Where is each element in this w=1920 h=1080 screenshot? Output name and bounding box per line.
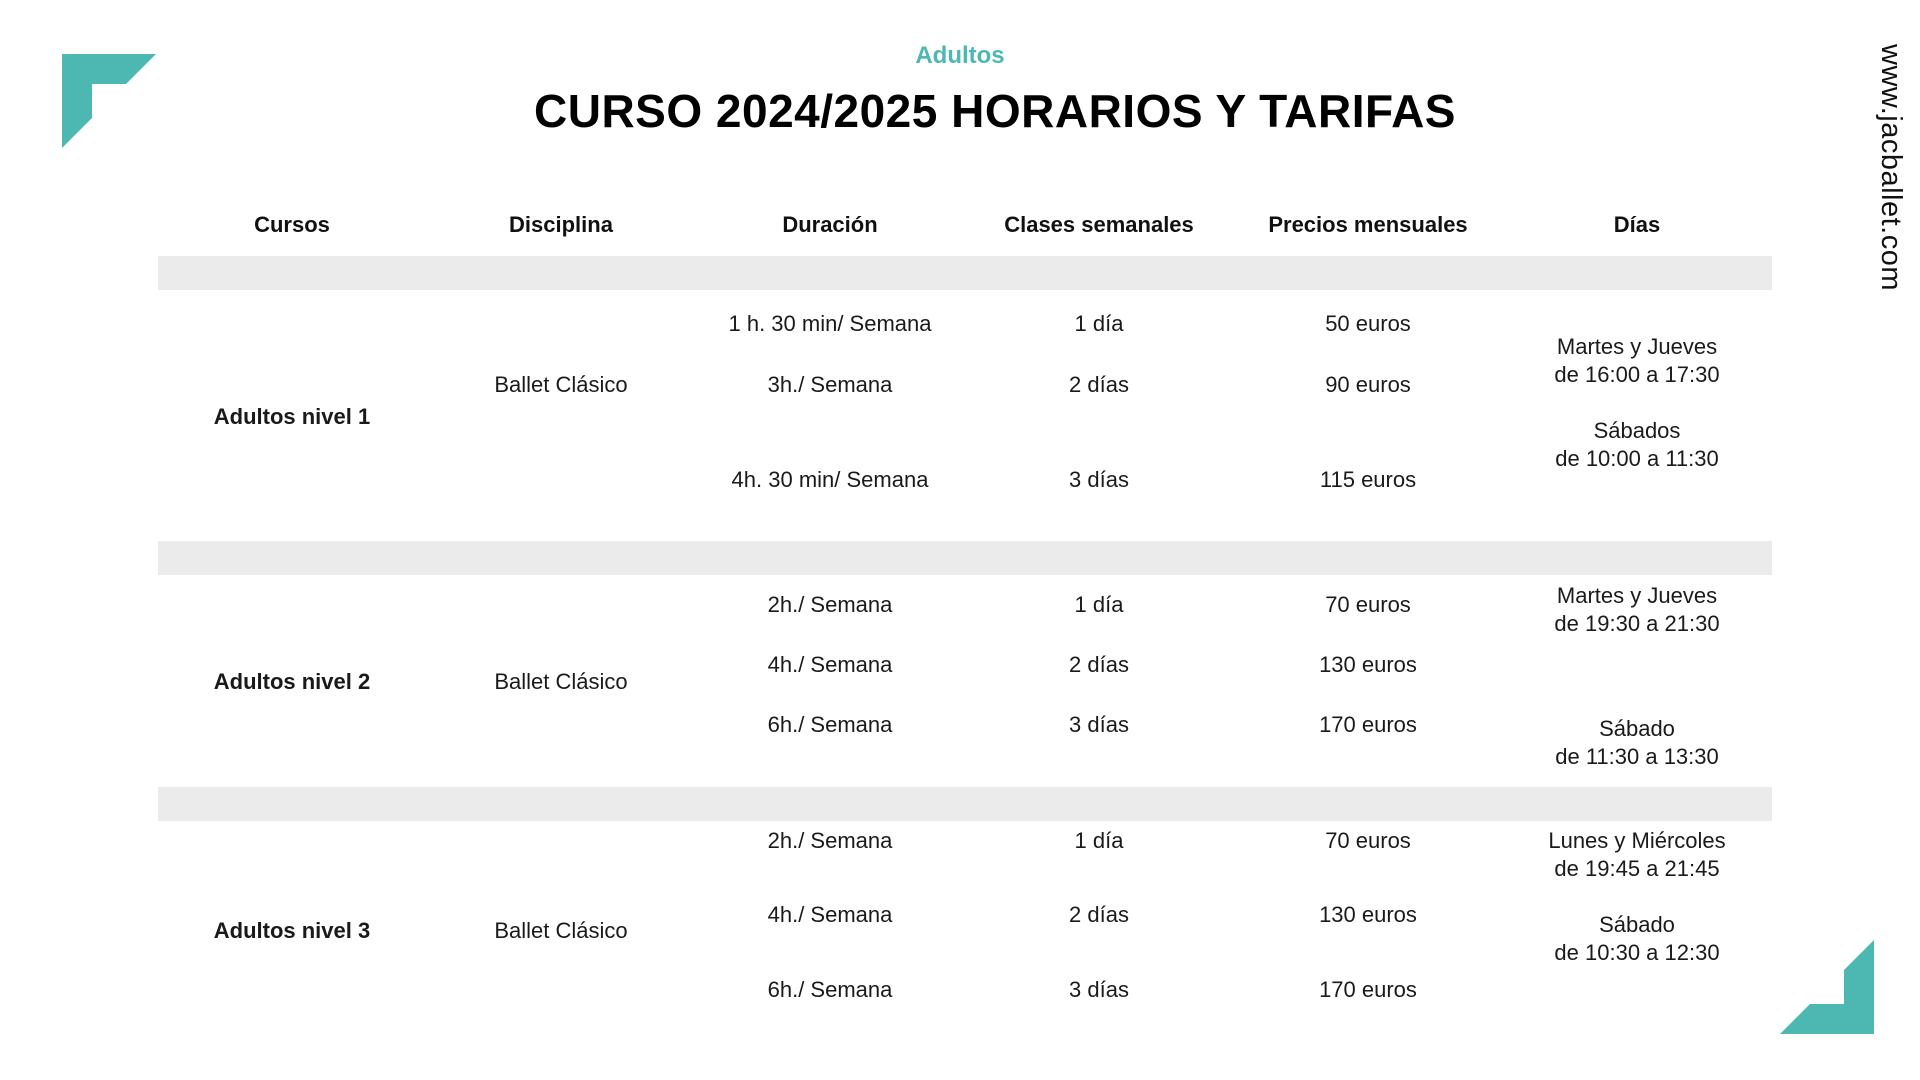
weekly-classes: 1 día xyxy=(1074,311,1124,336)
weekly-classes: 3 días xyxy=(1069,467,1129,492)
course-group-nivel-1 xyxy=(158,290,1772,540)
monthly-price: 90 euros xyxy=(1325,372,1411,397)
schedule-hours: de 19:45 a 21:45 xyxy=(1554,856,1720,881)
weekly-classes: 2 días xyxy=(1069,902,1129,927)
schedule-hours: de 19:30 a 21:30 xyxy=(1554,611,1720,636)
schedule-days: Sábado xyxy=(1599,716,1675,741)
schedule-hours: de 10:00 a 11:30 xyxy=(1555,446,1719,471)
monthly-price: 130 euros xyxy=(1319,652,1417,677)
monthly-price: 170 euros xyxy=(1319,712,1417,737)
schedule-hours: de 16:00 a 17:30 xyxy=(1554,362,1720,387)
column-header-disciplina: Disciplina xyxy=(509,212,613,237)
schedule-days: Martes y Jueves xyxy=(1556,583,1718,608)
column-header-dias: Días xyxy=(1613,212,1661,237)
column-header-clases-semanales: Clases semanales xyxy=(1004,212,1194,237)
duration: 6h./ Semana xyxy=(767,977,893,1002)
duration: 4h./ Semana xyxy=(767,652,893,677)
discipline: Ballet Clásico xyxy=(494,372,628,397)
weekly-classes: 2 días xyxy=(1069,652,1129,677)
course-group-nivel-3 xyxy=(158,821,1772,1021)
page-subtitle: Adultos xyxy=(915,42,1005,69)
page-title: CURSO 2024/2025 HORARIOS Y TARIFAS xyxy=(534,85,1456,137)
separator-band xyxy=(158,787,1772,821)
monthly-price: 70 euros xyxy=(1325,592,1411,617)
weekly-classes: 3 días xyxy=(1069,977,1129,1002)
schedule-days: Sábados xyxy=(1593,418,1681,443)
duration: 1 h. 30 min/ Semana xyxy=(728,311,932,336)
website-url: www.jacballet.com xyxy=(1875,44,1907,292)
schedule-days: Lunes y Miércoles xyxy=(1548,828,1726,853)
course-name: Adultos nivel 1 xyxy=(213,404,371,429)
monthly-price: 170 euros xyxy=(1319,977,1417,1002)
discipline: Ballet Clásico xyxy=(494,918,628,943)
course-name: Adultos nivel 3 xyxy=(213,918,371,943)
monthly-price: 115 euros xyxy=(1319,467,1417,492)
separator-band xyxy=(158,541,1772,575)
separator-band xyxy=(158,256,1772,290)
schedule-hours: de 11:30 a 13:30 xyxy=(1555,744,1719,769)
schedule-days: Sábado xyxy=(1599,912,1675,937)
table-header-row xyxy=(158,212,1772,248)
corner-decoration-bottom-right xyxy=(1780,940,1874,1034)
schedule-hours: de 10:30 a 12:30 xyxy=(1554,940,1720,965)
weekly-classes: 2 días xyxy=(1069,372,1129,397)
discipline: Ballet Clásico xyxy=(494,669,628,694)
weekly-classes: 1 día xyxy=(1074,828,1124,853)
duration: 3h./ Semana xyxy=(767,372,893,397)
schedule-days: Martes y Jueves xyxy=(1556,334,1718,359)
column-header-cursos: Cursos xyxy=(254,212,330,237)
duration: 2h./ Semana xyxy=(767,828,893,853)
monthly-price: 130 euros xyxy=(1319,902,1417,927)
weekly-classes: 3 días xyxy=(1069,712,1129,737)
column-header-precios-mensuales: Precios mensuales xyxy=(1268,212,1468,237)
weekly-classes: 1 día xyxy=(1074,592,1124,617)
course-group-nivel-2 xyxy=(158,575,1772,787)
monthly-price: 70 euros xyxy=(1325,828,1411,853)
duration: 4h./ Semana xyxy=(767,902,893,927)
monthly-price: 50 euros xyxy=(1325,311,1411,336)
course-name: Adultos nivel 2 xyxy=(213,669,371,694)
duration: 2h./ Semana xyxy=(767,592,893,617)
duration: 4h. 30 min/ Semana xyxy=(731,467,929,492)
column-header-duracion: Duración xyxy=(782,212,878,237)
duration: 6h./ Semana xyxy=(767,712,893,737)
